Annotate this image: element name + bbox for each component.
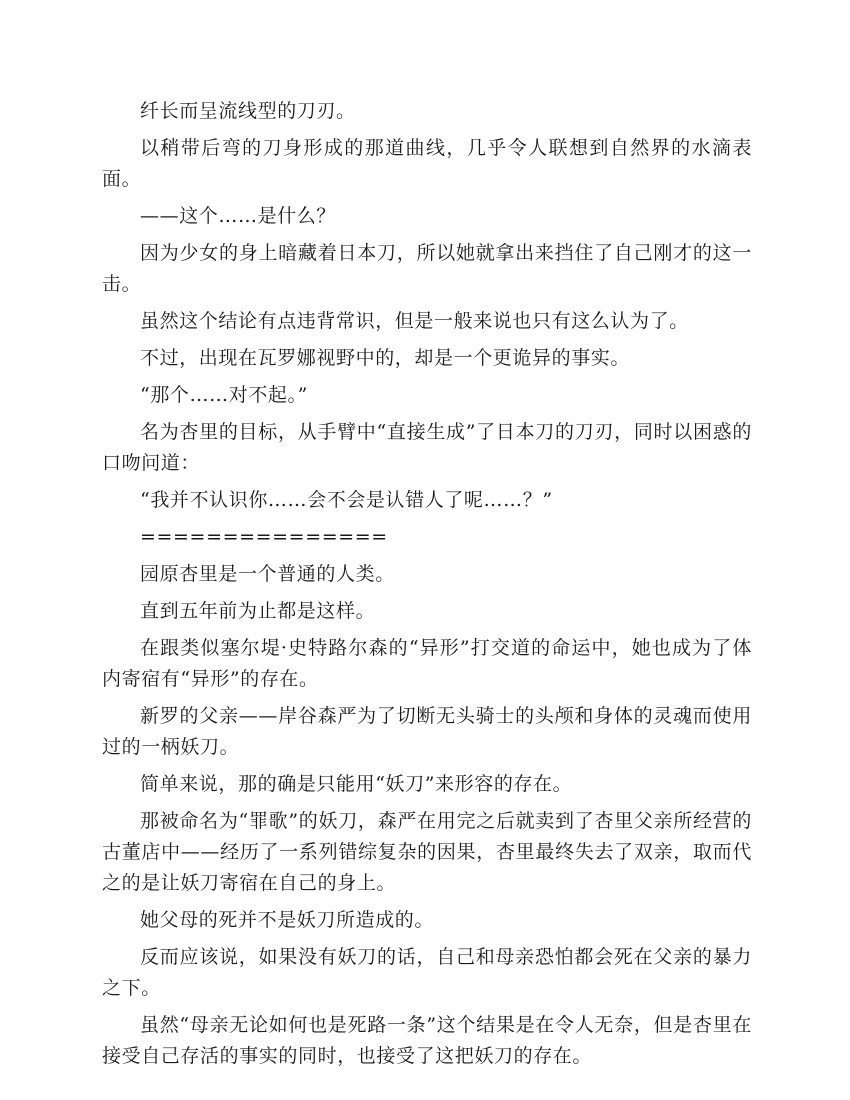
paragraph: “我并不认识你……会不会是认错人了呢……？” <box>140 489 553 511</box>
body-text <box>102 96 752 1078</box>
paragraph: 不过，出现在瓦罗娜视野中的，却是一个更诡异的事实。 <box>140 347 631 369</box>
paragraph: 因为少女的身上暗藏着日本刀，所以她就拿出来挡住了自己刚才的这一击。 <box>102 242 752 295</box>
paragraph: 她父母的死并不是妖刀所造成的。 <box>140 909 435 931</box>
paragraph: 名为杏里的目标，从手臂中“直接生成”了日本刀的刀刃，同时以困惑的口吻问道： <box>102 421 752 474</box>
paragraph: 新罗的父亲——岸谷森严为了切断无头骑士的头颅和身体的灵魂而使用过的一柄妖刀。 <box>102 705 752 758</box>
paragraph: 园原杏里是一个普通的人类。 <box>140 563 395 585</box>
paragraph: 以稍带后弯的刀身形成的那道曲线，几乎令人联想到自然界的水滴表面。 <box>102 137 752 190</box>
paragraph: 直到五年前为止都是这样。 <box>140 600 376 622</box>
paragraph: 虽然“母亲无论如何也是死路一条”这个结果是在令人无奈，但是杏里在接受自己存活的事实的同时，也接受了这把妖刀的存在。 <box>102 1014 752 1067</box>
paragraph: 在跟类似塞尔堤·史特路尔森的“异形”打交道的命运中，她也成为了体内寄宿有“异形”的存在。 <box>102 637 752 690</box>
paragraph: 纤长而呈流线型的刀刃。 <box>140 100 356 122</box>
paragraph: 那被命名为“罪歌”的妖刀，森严在用完之后就卖到了杏里父亲所经营的古董店中——经历了一系列错综复杂的因果，杏里最终失去了双亲，取而代之的是让妖刀寄宿在自己的身上。 <box>102 810 752 894</box>
paragraph: “那个……对不起。” <box>140 384 308 406</box>
section-divider: =============== <box>140 526 388 548</box>
paragraph: 虽然这个结论有点违背常识，但是一般来说也只有这么认为了。 <box>140 310 689 332</box>
paragraph: 反而应该说，如果没有妖刀的话，自己和母亲恐怕都会死在父亲的暴力之下。 <box>102 946 752 999</box>
paragraph: 简单来说，那的确是只能用“妖刀”来形容的存在。 <box>140 773 573 795</box>
paragraph: ——这个……是什么？ <box>140 205 337 227</box>
